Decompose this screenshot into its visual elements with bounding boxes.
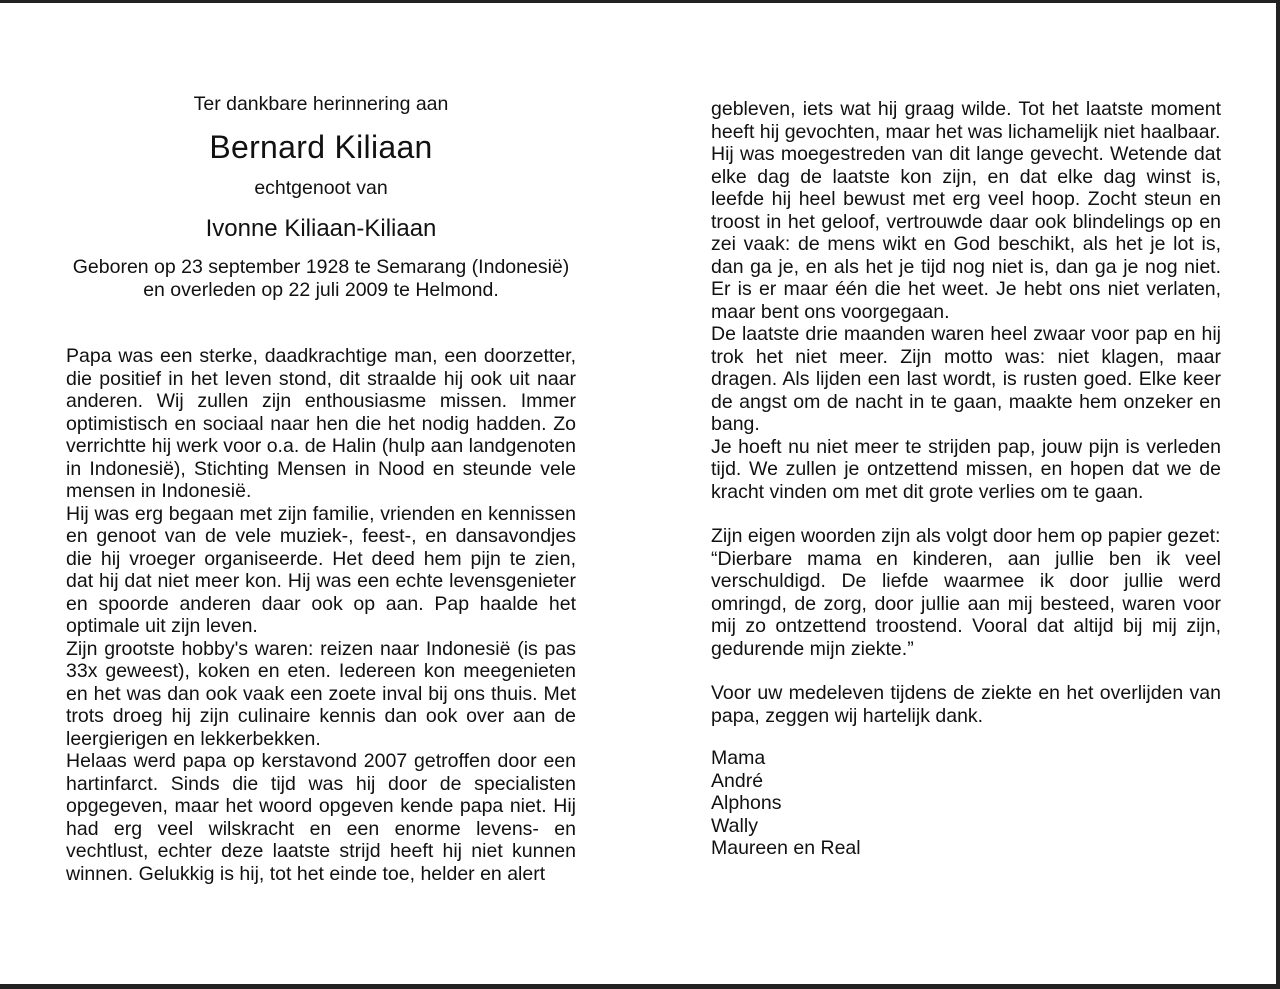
signer: Wally <box>711 814 758 837</box>
life-dates <box>66 256 576 301</box>
quote-intro: Zijn eigen woorden zijn als volgt door hem op papier gezet: <box>711 525 1221 547</box>
paragraph: Helaas werd papa op kerstavond 2007 getroffen door een hartinfarct. Sinds die tijd was hij door de specialisten opgegeven, maar het woord opgeven kende papa niet. Hij had erg veel wilskracht en een enorme levens- en vechtlust, echter deze laatste strijd heeft hij niet kunnen winnen. Gelukkig is hij, tot het einde toe, helder en alert <box>66 750 576 885</box>
paragraph: gebleven, iets wat hij graag wilde. Tot het laatste moment heeft hij gevochten, maar het was lichamelijk niet haalbaar. <box>711 98 1221 143</box>
thanks-text: Voor uw medeleven tijdens de ziekte en het overlijden van papa, zeggen wij hartelijk dank. <box>711 682 1221 727</box>
signer: Alphons <box>711 792 782 814</box>
paragraph: Hij was erg begaan met zijn familie, vrienden en kennissen en genoot van de vele muziek-, feest-, en dansavondjes die hij vroeger organiseerde. Het deed hem pijn te zien, dat hij dat niet meer kon. Hij was een echte levensgenieter en spoorde anderen daar ook op aan. Pap haalde het optimale uit zijn leven. <box>66 502 576 637</box>
intro-line: Ter dankbare herinnering aan <box>193 93 449 115</box>
paragraph: Zijn grootste hobby's waren: reizen naar Indonesië (is pas 33x geweest), koken en eten. Iedereen kon meegenieten en het was dan ook vaak een zoete inval bij ons thuis. Met trots droeg hij zijn culinaire kennis dan ook over aan de leergierigen en lekkerbekken. <box>66 637 576 750</box>
signer: Maureen en Real <box>711 837 861 859</box>
death-line: en overleden op 22 juli 2009 te Helmond. <box>143 278 499 301</box>
scan-edge-bottom <box>0 984 1280 989</box>
deceased-name: Bernard Kiliaan <box>209 129 433 165</box>
birth-line: Geboren op 23 september 1928 te Semarang (Indonesië) <box>72 256 570 278</box>
left-body-text <box>66 345 576 885</box>
paragraph: Papa was een sterke, daadkrachtige man, een doorzetter, die positief in het leven stond, dit straalde hij ook uit naar anderen. Wij zullen zijn enthousiasme missen. Immer optimistisch en sociaal naar hen die het nodig hadden. Zo verrichtte hij werk voor o.a. de Halin (hulp aan landgenoten in Indonesië), Stichting Mensen in Nood en steunde vele mensen in Indonesië. <box>66 345 576 502</box>
spouse-label: echtgenoot van <box>254 177 388 199</box>
quote-text: “Dierbare mama en kinderen, aan jullie ben ik veel verschuldigd. De liefde waarmee ik door jullie werd omringd, de zorg, door jullie aan mij besteed, waren voor mij zo ontzettend troostend. Vooral dat altijd bij mij zijn, gedurende mijn ziekte.” <box>711 547 1221 660</box>
signer: André <box>711 769 764 792</box>
paragraph: De laatste drie maanden waren heel zwaar voor pap en hij trok het niet meer. Zijn motto was: niet klagen, maar dragen. Als lijden een last wordt, is rusten goed. Elke keer de angst om de nacht in te gaan, maakte hem onzeker en bang. <box>711 323 1221 435</box>
scan-edge-top <box>0 0 1280 3</box>
right-column <box>711 98 1221 860</box>
paragraph: Je hoeft nu niet meer te strijden pap, jouw pijn is verleden tijd. We zullen je ontzettend missen, en hopen dat we de kracht vinden om met dit grote verlies om te gaan. <box>711 435 1221 503</box>
signers-list <box>711 747 1221 860</box>
paragraph: Hij was moegestreden van dit lange gevecht. Wetende dat elke dag de laatste kon zijn, en dat elke dag winst is, leefde hij heel bewust met erg veel hoop. Zocht steun en troost in het geloof, vertrouwde daar ook blindelings op en zei vaak: de mens wikt en God beschikt, als het je lot is, dan ga je, en als het je tijd nog niet is, dan ga je nog niet. Er is er maar één die het weet. Je hebt ons niet verlaten, maar bent ons voorgegaan. <box>711 143 1221 323</box>
spouse-name: Ivonne Kiliaan-Kiliaan <box>205 215 437 242</box>
left-column <box>66 92 576 885</box>
scan-edge-right <box>1276 0 1280 989</box>
right-body-text <box>711 98 1221 747</box>
signer: Mama <box>711 747 766 769</box>
